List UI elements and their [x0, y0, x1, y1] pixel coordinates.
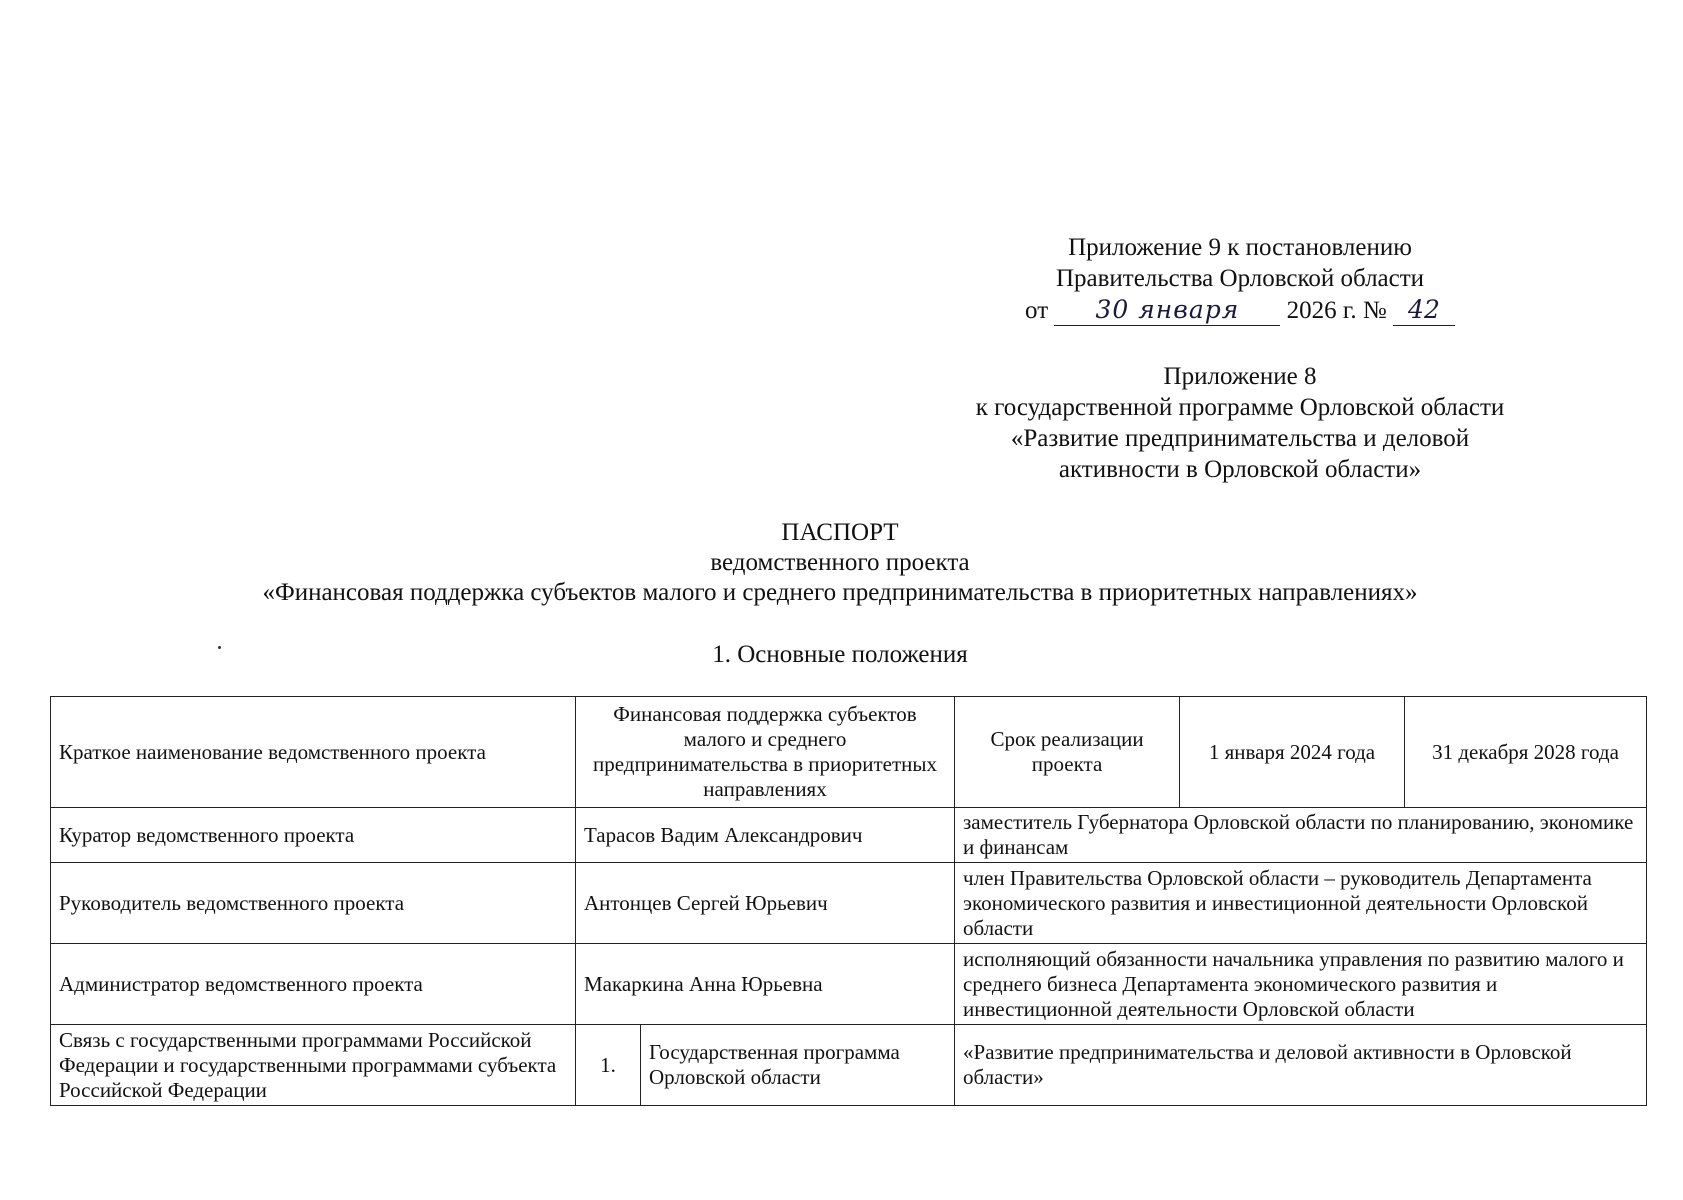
resolution-date-line — [1020, 294, 1460, 326]
program-link-label: Связь с государственными программами Российской Федерации и государственными программами субъекта Российской Федерации — [51, 1025, 576, 1106]
curator-name: Тарасов Вадим Александрович — [576, 808, 955, 863]
section-title: 1. Основные положения — [712, 641, 968, 668]
passport-title: ПАСПОРТ — [781, 519, 899, 546]
appendix-8-line2: к государственной программе Орловской области — [975, 394, 1505, 421]
curator-position: заместитель Губернатора Орловской области по планированию, экономике и финансам — [955, 808, 1647, 863]
appendix-9-line2: Правительства Орловской области — [1055, 265, 1425, 292]
scan-speck — [218, 646, 221, 649]
table-row — [51, 863, 1647, 944]
table-row — [51, 697, 1647, 808]
administrator-position: исполняющий обязанности начальника управления по развитию малого и среднего бизнеса Департамента экономического развития и инвестиционной деятельности Орловской области — [955, 944, 1647, 1025]
head-label: Руководитель ведомственного проекта — [51, 863, 576, 944]
handwritten-number: 42 — [1393, 294, 1455, 326]
head-name: Антонцев Сергей Юрьевич — [576, 863, 955, 944]
curator-label: Куратор ведомственного проекта — [51, 808, 576, 863]
passport-subtitle: ведомственного проекта — [710, 549, 970, 576]
short-name-label: Краткое наименование ведомственного проекта — [51, 697, 576, 808]
table-row — [51, 944, 1647, 1025]
period-start: 1 января 2024 года — [1180, 697, 1405, 808]
handwritten-date: 30 января — [1054, 294, 1280, 326]
table-row — [51, 1025, 1647, 1106]
passport-heading — [100, 518, 1580, 608]
table-row — [51, 808, 1647, 863]
program-type: Государственная программа Орловской области — [641, 1025, 955, 1106]
administrator-name: Макаркина Анна Юрьевна — [576, 944, 955, 1025]
short-name-value: Финансовая поддержка субъектов малого и среднего предпринимательства в приоритетных направлениях — [576, 697, 955, 808]
administrator-label: Администратор ведомственного проекта — [51, 944, 576, 1025]
appendix-8-line1: Приложение 8 — [1163, 363, 1317, 390]
program-name: «Развитие предпринимательства и деловой активности в Орловской области» — [955, 1025, 1647, 1106]
from-label: от — [1025, 297, 1049, 324]
appendix-8-line4: активности в Орловской области» — [1058, 456, 1422, 483]
appendix-8-line3: «Развитие предпринимательства и деловой — [1010, 425, 1470, 452]
appendix-9-header — [1020, 232, 1460, 326]
period-label: Срок реализации проекта — [955, 697, 1180, 808]
period-end: 31 декабря 2028 года — [1405, 697, 1647, 808]
appendix-9-line1: Приложение 9 к постановлению — [1068, 234, 1412, 261]
program-index: 1. — [576, 1025, 641, 1106]
basic-provisions-table — [50, 696, 1647, 1106]
year-number-label: 2026 г. № — [1286, 297, 1387, 324]
head-position: член Правительства Орловской области – руководитель Департамента экономического развития и инвестиционной деятельности Орловской области — [955, 863, 1647, 944]
passport-project-name: «Финансовая поддержка субъектов малого и среднего предпринимательства в приоритетных направлениях» — [262, 579, 1418, 606]
appendix-8-header — [920, 361, 1560, 485]
